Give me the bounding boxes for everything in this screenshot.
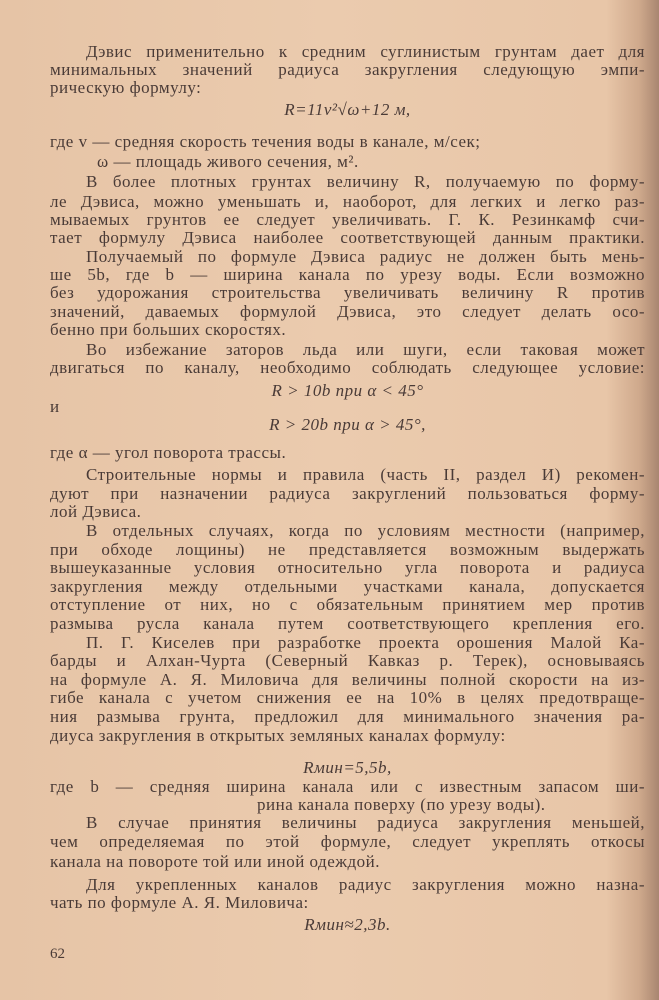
- text-line: ше 5b, где b — ширина канала по урезу воды. Если возможно: [50, 265, 645, 284]
- page-number: 62: [50, 946, 65, 962]
- text-line: В случае принятия величины радиуса закругления меньшей,: [86, 813, 645, 832]
- text-line: двигаться по каналу, необходимо соблюдать следующее условие:: [50, 358, 645, 377]
- text-line: чем определяемая по этой формуле, следует укреплять откосы: [50, 832, 645, 851]
- text-line: вышеуказанные условия относительно угла поворота и радиуса: [50, 558, 645, 577]
- formula: Rмин=5,5b,: [303, 758, 392, 777]
- text-line: ω — площадь живого сечения, м².: [97, 152, 359, 171]
- text-line: где v — средняя скорость течения воды в канале, м/сек;: [50, 132, 481, 151]
- text-line: где b — средняя ширина канала или с известным запасом ши-: [50, 777, 645, 796]
- formula: R > 20b при α > 45°,: [269, 415, 426, 434]
- text-line: на формуле А. Я. Миловича для величины полной скорости на из-: [50, 670, 645, 689]
- text-line: Дэвис применительно к средним суглинистым грунтам дает для: [86, 42, 645, 61]
- formula: R=11v²√ω+12 м,: [284, 100, 411, 119]
- text-line: где α — угол поворота трассы.: [50, 443, 287, 462]
- text-line: ле Дэвиса, можно уменьшать и, наоборот, для легких и легко раз-: [50, 192, 645, 211]
- text-line: канала на повороте той или иной одеждой.: [50, 852, 380, 871]
- text-line: Получаемый по формуле Дэвиса радиус не должен быть мень-: [86, 247, 645, 266]
- text-line: Для укрепленных каналов радиус закругления можно назна-: [86, 875, 645, 894]
- text-line: отступление от них, но с обязательным принятием мер против: [50, 595, 645, 614]
- text-line: диуса закругления в открытых земляных каналах формулу:: [50, 726, 506, 745]
- text-line: чать по формуле А. Я. Миловича:: [50, 893, 309, 912]
- text-line: ния размыва грунта, предложил для минимального значения ра-: [50, 707, 645, 726]
- text-line: В более плотных грунтах величину R, получаемую по форму-: [86, 172, 645, 191]
- text-line: лой Дэвиса.: [50, 502, 142, 521]
- text-line: и: [50, 397, 60, 416]
- text-line: гибе канала с учетом снижения ее на 10% в целях предотвраще-: [50, 688, 645, 707]
- text-line: В отдельных случаях, когда по условиям местности (например,: [86, 521, 645, 540]
- text-line: закругления между отдельными участками канала, допускается: [50, 577, 645, 596]
- text-line: без удорожания строительства увеличивать величину R против: [50, 283, 645, 302]
- text-line: тает формулу Дэвиса наиболее соответствующей данным практики.: [50, 228, 645, 247]
- text-line: бенно при больших скоростях.: [50, 320, 287, 339]
- formula: R > 10b при α < 45°: [271, 381, 424, 400]
- text-line: размыва русла канала путем соответствующего крепления его.: [50, 614, 645, 633]
- formula: Rмин≈2,3b.: [304, 915, 391, 934]
- text-line: мываемых грунтов ее следует увеличивать. Г. К. Резинкамф счи-: [50, 210, 645, 229]
- text-line: барды и Алхан-Чурта (Северный Кавказ р. Терек), основываясь: [50, 651, 645, 670]
- text-line: Во избежание заторов льда или шуги, если таковая может: [86, 340, 645, 359]
- text-line: дуют при назначении радиуса закруглений пользоваться форму-: [50, 484, 645, 503]
- text-line: при обходе лощины) не представляется возможным выдержать: [50, 540, 645, 559]
- text-line: Строительные нормы и правила (часть II, раздел И) рекомен-: [86, 465, 645, 484]
- text-line: П. Г. Киселев при разработке проекта орошения Малой Ка-: [86, 633, 645, 652]
- text-line: значений, даваемых формулой Дэвиса, это следует делать осо-: [50, 302, 645, 321]
- text-line: рическую формулу:: [50, 78, 202, 97]
- text-line: минимальных значений радиуса закругления следующую эмпи-: [50, 60, 645, 79]
- text-line: рина канала поверху (по урезу воды).: [257, 795, 546, 814]
